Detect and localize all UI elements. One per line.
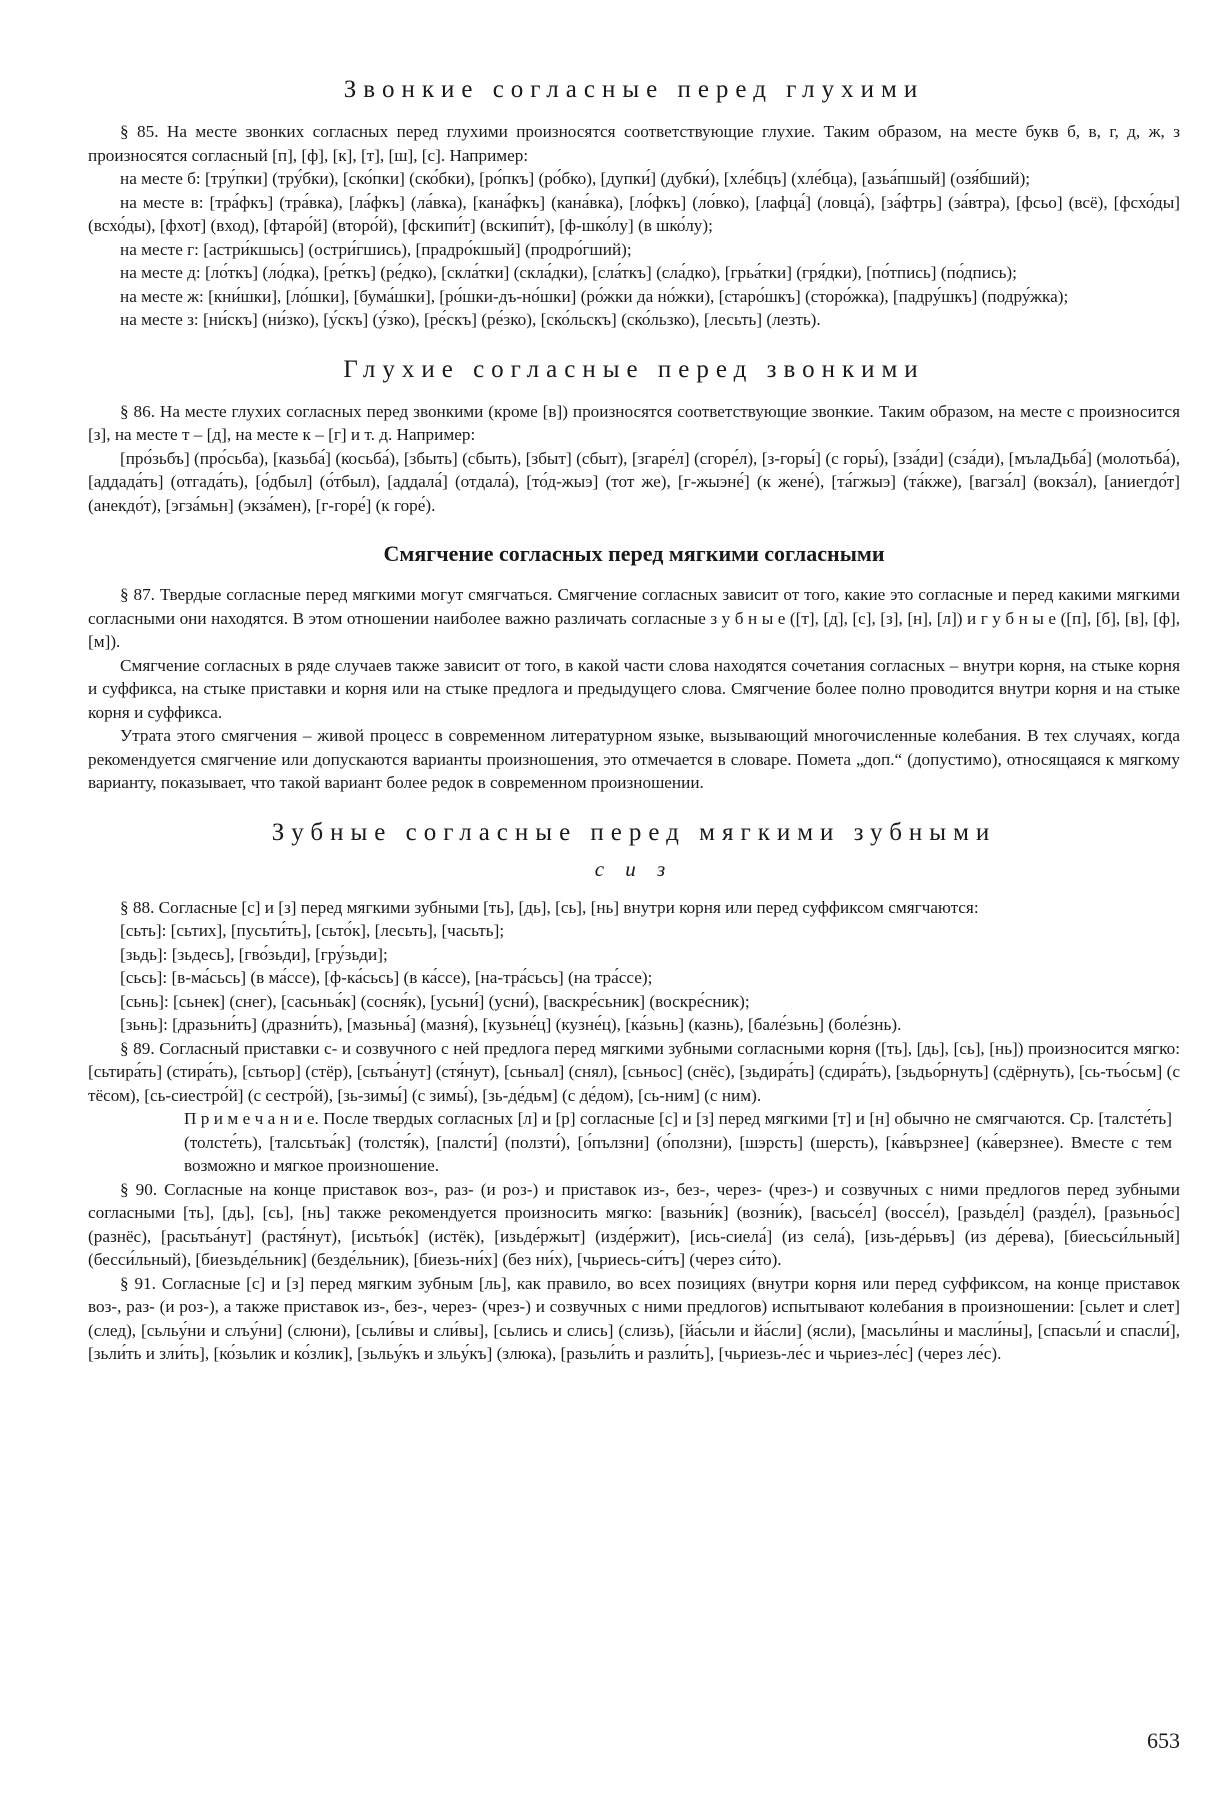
section-heading: Глухие согласные перед звонкими: [343, 355, 925, 383]
paragraph: на месте г: [астри́кшысь] (остри́гшись), [прадро́кшый] (продро́гший);: [120, 239, 632, 259]
paragraph: § 90. Согласные на конце приставок воз-, раз- (и роз-) и приставок из-, без-, через- (чрез-) и созвучных с ними предлогов перед зубными согласными [ть], [дь], [сь], [нь] также рекомендуется произносить мягко: [вазьни́к] (возни́к), [васьсе́л] (воссе́л), [разьде́л] (разде́л), [разьньо́с] (разнёс), [расьтьа́нут] (растя́нут), [исьтьо́к] (истёк), [изьде́ржыт] (изде́ржит), [ись-сиела́] (из села́), [изь-де́рьвъ] (из де́рева), [биесьси́льный] (бесси́льный), [биезьде́льник] (безде́льник), [биезь-ни́х] (без ни́х), [чьриесь-си́тъ] (через си́то).: [88, 1179, 1180, 1269]
paragraph: на месте ж: [кни́шки], [ло́шки], [бума́шки], [ро́шки-дъ-но́шки] (ро́жки да но́жки), [старо́шкъ] (сторо́жка), [падру́шкъ] (подру́жка);: [120, 286, 1069, 306]
paragraph: § 86. На месте глухих согласных перед звонкими (кроме [в]) произносятся соответствующие звонкие. Таким образом, на месте с произносится [з], на месте т – [д], на месте к – [г] и т. д. Например:: [88, 401, 1180, 444]
example-line: [зьнь]: [дразьни́ть] (дразни́ть), [мазьньа́] (мазня́), [кузьне́ц] (кузне́ц), [ка́зьнь] (казнь), [бале́зьнь] (боле́знь).: [120, 1015, 902, 1034]
paragraph: § 87. Твердые согласные перед мягкими могут смягчаться. Смягчение согласных зависит от того, какие это согласные и перед какими мягкими согласными они находятся. В этом отношении наиболее важно различать согласные з у б н ы е ([т], [д], [с], [з], [н], [л]) и г у б н ы е ([п], [б], [в], [ф], [м]).: [88, 585, 1180, 651]
section-heading: Зубные согласные перед мягкими зубными: [271, 818, 997, 846]
section-heading: Звонкие согласные перед глухими: [343, 76, 925, 103]
section-subheading: с и з: [594, 856, 674, 881]
paragraph: Смягчение согласных в ряде случаев также зависит от того, в какой части слова находятся сочетания согласных – внутри корня, на стыке корня и суффикса, на стыке приставки и корня или на стыке предлога и предыдущего слова. Смягчение более полно проводится внутри корня и на стыке корня и суффикса.: [88, 655, 1180, 722]
paragraph: § 88. Согласные [с] и [з] перед мягкими зубными [ть], [дь], [сь], [нь] внутри корня или перед суффиксом смягчаются:: [120, 897, 979, 917]
example-line: [сьть]: [сьтих], [пусьти́ть], [сьто́к], [лесьть], [часьть];: [120, 921, 505, 940]
paragraph: на месте б: [тру́пки] (тру́бки), [ско́пки] (ско́бки), [ро́пкъ] (ро́бко), [дупки́] (дубки́), [хле́бцъ] (хле́бца), [азьа́пшый] (озя́бший);: [120, 169, 1031, 188]
paragraph: [про́зьбъ] (про́сьба), [казьба́] (косьба́), [збыть] (сбыть), [збыт] (сбыт), [згаре́л] (сгоре́л), [з-горы́] (с горы́), [зза́ди] (сза́ди), [мълаДьба́] (молотьба́), [аддада́ть] (отгада́ть), [о́дбыл] (о́тбыл), [аддала́] (отдала́), [то́д-жыэ] (тот же), [г-жыэне́] (к жене́), [та́гжыэ] (та́кже), [вагза́л] (вокза́л), [аниегдо́т] (анекдо́т), [эгза́мьн] (экза́мен), [г-горе́] (к горе́).: [88, 448, 1180, 515]
paragraph: на месте в: [тра́фкъ] (тра́вка), [ла́фкъ] (ла́вка), [кана́фкъ] (кана́вка), [ло́фкъ] (ло́вко), [лафца́] (ловца́), [за́фтрь] (за́втра), [фсьо] (всё), [фсхо́ды] (всхо́ды), [фхот] (вход), [фтаро́й] (второ́й), [фскипи́т] (вскипи́т), [ф-шко́лу] (в шко́лу);: [88, 192, 1180, 235]
document-page: [88, 62, 1180, 1366]
paragraph: на месте д: [ло́ткъ] (ло́дка), [ре́ткъ] (ре́дко), [скла́тки] (скла́дки), [сла́ткъ] (сла́дко), [грьа́тки] (гря́дки), [по́тпись] (по́дпись);: [120, 263, 1017, 282]
note-paragraph: П р и м е ч а н и е. После твердых согласных [л] и [р] согласные [с] и [з] перед мягкими [т] и [н] обычно не смягчаются. Ср. [талсте́ть] (толсте́ть), [талсьтьа́к] (толстя́к), [палсти́] (ползти́), [о́пълзни] (о́ползни), [шэрсть] (шерсть), [ка́вързнее] (ка́верзнее). Вместе с тем возможно и мягкое произношение.: [184, 1109, 1172, 1175]
paragraph: на месте з: [ни́скъ] (ни́зко), [у́скъ] (у́зко), [ре́скъ] (ре́зко), [ско́льскъ] (ско́льзко), [лесьть] (лезть).: [120, 310, 821, 329]
paragraph: § 89. Согласный приставки с- и созвучного с ней предлога перед мягкими зубными согласными корня ([ть], [дь], [сь], [нь]) произносится мягко: [сьтира́ть] (стира́ть), [сьтьор] (стёр), [сьтьа́нут] (стя́нут), [сьньал] (снял), [сьньос] (снёс), [зьдира́ть] (сдира́ть), [зьдьо́рнуть] (сдёрнуть), [сь-тьо́сьм] (с тёсом), [сь-сиестро́й] (с сестро́й), [зь-зимы́] (с зимы́), [зь-де́дьм] (с де́дом), [сь-ним] (с ним).: [88, 1038, 1180, 1105]
example-line: [сьсь]: [в-ма́сьсь] (в ма́ссе), [ф-ка́сьсь] (в ка́ссе), [на-тра́сьсь] (на тра́ссе);: [120, 968, 653, 987]
page-number: 653: [1147, 1728, 1180, 1753]
paragraph: § 91. Согласные [с] и [з] перед мягким зубным [ль], как правило, во всех позициях (внутри корня или перед суффиксом, на конце приставок воз-, раз- (и роз-), а также приставок из-, без-, через- (чрез-) и созвучных с ними предлогов) испытывают колебания в произношении: [сьлет и слет] (след), [сьльу́ни и слъу́ни] (слюни), [сьли́вы и сли́вы], [сьлись и слись] (слизь), [йа́сьли и йа́сли] (ясли), [масьли́ны и масли́ны], [спасьли́ и спасли́], [зьли́ть и зли́ть], [ко́зьлик и ко́злик], [зьльу́къ и зльу́къ] (злюка), [разьли́ть и разли́ть], [чьриезь-ле́с и чьриез-ле́с] (через ле́с).: [88, 1273, 1180, 1363]
paragraph: § 85. На месте звонких согласных перед глухими произносятся соответствующие глухие. Таким образом, на месте букв б, в, г, д, ж, з произносятся согласный [п], [ф], [к], [т], [ш], [с]. Например:: [88, 122, 1180, 165]
example-line: [сьнь]: [сьнек] (снег), [сасьньа́к] (сосня́к), [усьни́] (усни́), [васкре́сьник] (воскре́сник);: [120, 991, 750, 1011]
paragraph: Утрата этого смягчения – живой процесс в современном литературном языке, вызывающий многочисленные колебания. В тех случаях, когда рекомендуется смягчение или допускаются варианты произношения, это отмечается в словаре. Помета „доп.“ (допустимо), относящаяся к мягкому варианту, показывает, что такой вариант более редок в современном произношении.: [88, 726, 1180, 792]
example-line: [зьдь]: [зьдесь], [гво́зьди], [гру́зьди];: [120, 944, 388, 964]
section-heading: Смягчение согласных перед мягкими согласными: [383, 541, 885, 566]
